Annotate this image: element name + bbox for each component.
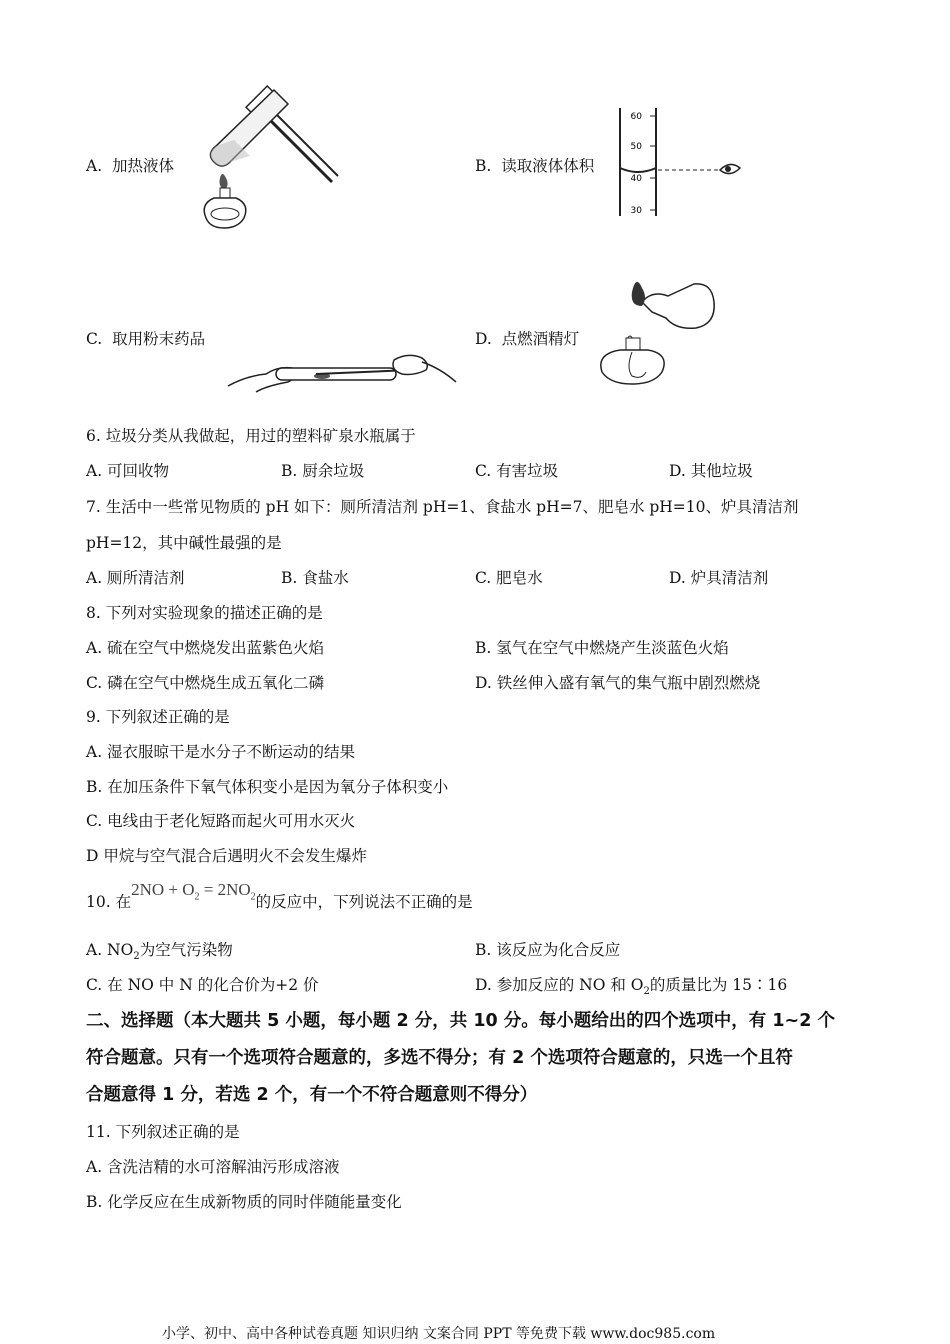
tilted-lamp xyxy=(642,284,714,328)
q7-option-c[interactable]: C. 肥皂水 xyxy=(475,569,543,587)
page-footer: 小学、初中、高中各种试卷真题 知识归纳 文案合同 PPT 等免费下载 www.doc985.com xyxy=(162,1326,716,1342)
lighting-lamp-figure xyxy=(596,272,720,386)
q6-option-c[interactable]: C. 有害垃圾 xyxy=(475,462,559,480)
right-hand xyxy=(393,355,427,374)
lamp-body xyxy=(204,198,246,228)
powder-taking-figure xyxy=(226,346,458,398)
tick-label-40: 40 xyxy=(630,174,642,184)
q5-option-d[interactable]: D. 点燃酒精灯 xyxy=(475,330,580,348)
q7-option-a[interactable]: A. 厕所清洁剂 xyxy=(86,569,185,587)
q10-option-a[interactable]: A. $NO_2$为空气污染物 xyxy=(86,941,233,963)
heating-liquid-figure xyxy=(196,78,346,230)
tick-label-50: 50 xyxy=(630,142,642,152)
q9-option-a[interactable]: A. 湿衣服晾干是水分子不断运动的结果 xyxy=(86,743,356,761)
q10-option-d[interactable]: D. 参加反应的 NO 和 $O_2$的质量比为 15∶16 xyxy=(475,976,788,998)
q6-option-b[interactable]: B. 厨余垃圾 xyxy=(281,462,365,480)
q9-stem: 9. 下列叙述正确的是 xyxy=(86,708,230,726)
graduated-cylinder-figure xyxy=(610,106,750,218)
q11-option-b[interactable]: B. 化学反应在生成新物质的同时伴随能量变化 xyxy=(86,1193,402,1211)
q8-option-d[interactable]: D. 铁丝伸入盛有氧气的集气瓶中剧烈燃烧 xyxy=(475,674,761,692)
q7-option-d[interactable]: D. 炉具清洁剂 xyxy=(669,569,769,587)
q7-stem-line2: pH=12，其中碱性最强的是 xyxy=(86,534,282,552)
q9-option-d[interactable]: D 甲烷与空气混合后遇明火不会发生爆炸 xyxy=(86,847,367,865)
q8-stem: 8. 下列对实验现象的描述正确的是 xyxy=(86,604,323,622)
q7-option-b[interactable]: B. 食盐水 xyxy=(281,569,349,587)
q8-option-a[interactable]: A. 硫在空气中燃烧发出蓝紫色火焰 xyxy=(86,639,325,657)
q5-option-a[interactable]: A. 加热液体 xyxy=(86,157,174,175)
q6-option-a[interactable]: A. 可回收物 xyxy=(86,462,170,480)
eye-pupil xyxy=(725,166,731,172)
q10-option-b[interactable]: B. 该反应为化合反应 xyxy=(475,941,621,959)
section2-heading-line2: 符合题意。只有一个选项符合题意的，多选不得分；有 2 个选项符合题意的，只选一个且符 xyxy=(86,1048,793,1068)
lower-lamp-body xyxy=(601,350,664,384)
q6-stem: 6. 垃圾分类从我做起，用过的塑料矿泉水瓶属于 xyxy=(86,427,416,445)
section2-heading-line3: 合题意得 1 分，若选 2 个，有一个不符合题意则不得分） xyxy=(86,1085,538,1105)
meniscus xyxy=(620,168,656,172)
lower-lamp-neck xyxy=(626,338,640,350)
tick-label-30: 30 xyxy=(630,206,642,216)
section2-heading-line1: 二、选择题（本大题共 5 小题，每小题 2 分，共 10 分。每小题给出的四个选项中，有 1~2 个 xyxy=(86,1011,835,1031)
q10-equation: $2NO + O_2 = 2NO_2$ xyxy=(131,880,256,903)
q7-stem-line1: 7. 生活中一些常见物质的 pH 如下：厕所清洁剂 pH=1、食盐水 pH=7、肥皂水 pH=10、炉具清洁剂 xyxy=(86,498,799,516)
q9-option-b[interactable]: B. 在加压条件下氧气体积变小是因为氧分子体积变小 xyxy=(86,778,449,796)
q5-option-b[interactable]: B. 读取液体体积 xyxy=(475,157,595,175)
q9-option-c[interactable]: C. 电线由于老化短路而起火可用水灭火 xyxy=(86,812,356,830)
q6-option-d[interactable]: D. 其他垃圾 xyxy=(669,462,753,480)
tick-label-60: 60 xyxy=(630,112,642,122)
q10-option-c[interactable]: C. 在 NO 中 N 的化合价为+2 价 xyxy=(86,976,319,994)
q11-stem: 11. 下列叙述正确的是 xyxy=(86,1123,240,1141)
lamp-neck xyxy=(220,188,230,198)
q10-stem: 10. 在$2NO + O_2 = 2NO_2$的反应中，下列说法不正确的是 xyxy=(86,880,473,911)
q8-option-b[interactable]: B. 氢气在空气中燃烧产生淡蓝色火焰 xyxy=(475,639,729,657)
q8-option-c[interactable]: C. 磷在空气中燃烧生成五氧化二磷 xyxy=(86,674,325,692)
q11-option-a[interactable]: A. 含洗洁精的水可溶解油污形成溶液 xyxy=(86,1158,340,1176)
upper-flame xyxy=(632,282,645,306)
q5-option-c[interactable]: C. 取用粉末药品 xyxy=(86,330,206,348)
